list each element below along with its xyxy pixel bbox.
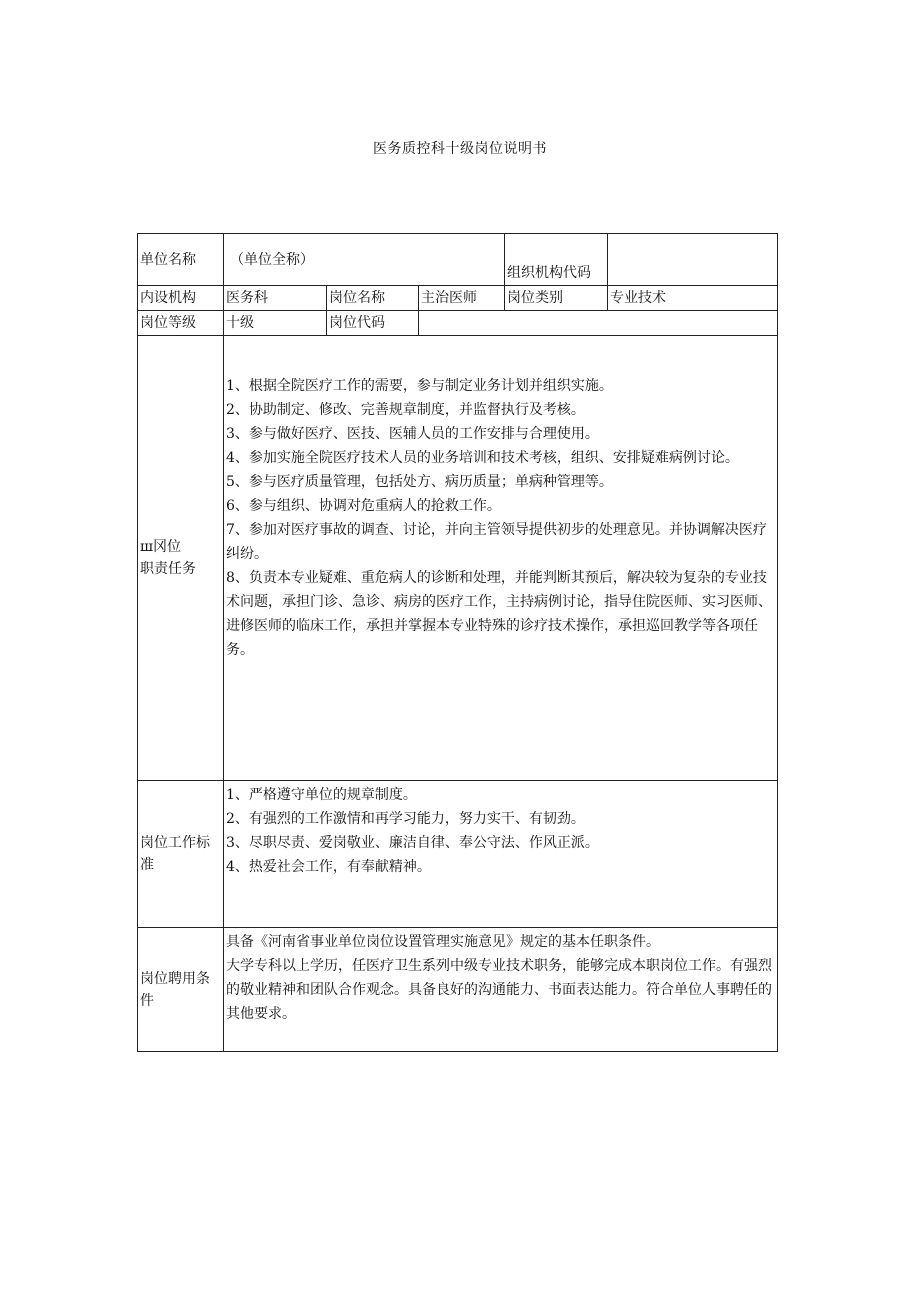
post-name-label: 岗位名称 [327,286,419,311]
post-code-label: 岗位代码 [327,311,419,336]
duties-label [138,336,224,781]
dept-value: 医务科 [224,286,327,311]
list-item: 1、严格遵守单位的规章制度。 [226,787,417,803]
post-type-label: 岗位类别 [505,286,608,311]
table-row [138,286,778,311]
table-row [138,234,778,286]
grade-value: 十级 [224,311,327,336]
standards-label: 岗位工作标准 [138,781,224,928]
list-item: 8、负责本专业疑难、重危病人的诊断和处理，并能判断其预后，解决较为复杂的专业技术问题，承担门诊、急诊、病房的医疗工作，主持病例讨论，指导住院医师、实习医师、进修医师的临床工作，承担并掌握本专业特殊的诊疗技术操作，承担巡回教学等各项任务。 [226,570,772,658]
post-type-value: 专业技术 [608,286,778,311]
list-item: 具备《河南省事业单位岗位设置管理实施意见》规定的基本任职条件。 [226,934,660,950]
standards-content [224,781,778,928]
duties-label-line1: ш冈位 [140,539,182,555]
conditions-content [224,928,778,1052]
table-row [138,928,778,1052]
unit-name-value: （单位全称） [224,234,505,286]
grade-label: 岗位等级 [138,311,224,336]
job-description-table [137,233,778,1052]
dept-label: 内设机构 [138,286,224,311]
conditions-label: 岗位聘用条件 [138,928,224,1052]
list-item: 4、参加实施全院医疗技术人员的业务培训和技术考核，组织、安排疑难病例讨论。 [226,450,739,466]
page-title: 医务质控科十级岗位说明书 [373,141,547,157]
post-code-value [419,311,778,336]
org-code-value [608,234,778,286]
duties-content [224,336,778,781]
table-row [138,781,778,928]
list-item: 大学专科以上学历，任医疗卫生系列中级专业技术职务，能够完成本职岗位工作。有强烈的敬业精神和团队合作观念。具备良好的沟通能力、书面表达能力。符合单位人事聘任的其他要求。 [226,958,772,1022]
duties-label-line2: 职责任务 [140,561,196,577]
list-item: 7、参加对医疗事故的调查、讨论，并向主管领导提供初步的处理意见。并协调解决医疗纠纷。 [226,522,767,562]
org-code-label: 组织机构代码 [505,234,608,286]
list-item: 3、尽职尽责、爱岗敬业、廉洁自律、奉公守法、作风正派。 [226,835,599,851]
list-item: 4、热爱社会工作，有奉献精神。 [226,859,431,875]
unit-name-label: 单位名称 [138,234,224,286]
post-name-value: 主治医师 [419,286,505,311]
list-item: 3、参与做好医疗、医技、医辅人员的工作安排与合理使用。 [226,426,599,442]
table-row [138,311,778,336]
list-item: 5、参与医疗质量管理，包括处方、病历质量；单病种管理等。 [226,474,613,490]
list-item: 1、根据全院医疗工作的需要，参与制定业务计划并组织实施。 [226,378,613,394]
list-item: 2、有强烈的工作激情和再学习能力，努力实干、有韧劲。 [226,811,585,827]
table-row [138,336,778,781]
list-item: 2、协助制定、修改、完善规章制度，并监督执行及考核。 [226,402,585,418]
list-item: 6、参与组织、协调对危重病人的抢救工作。 [226,498,501,514]
